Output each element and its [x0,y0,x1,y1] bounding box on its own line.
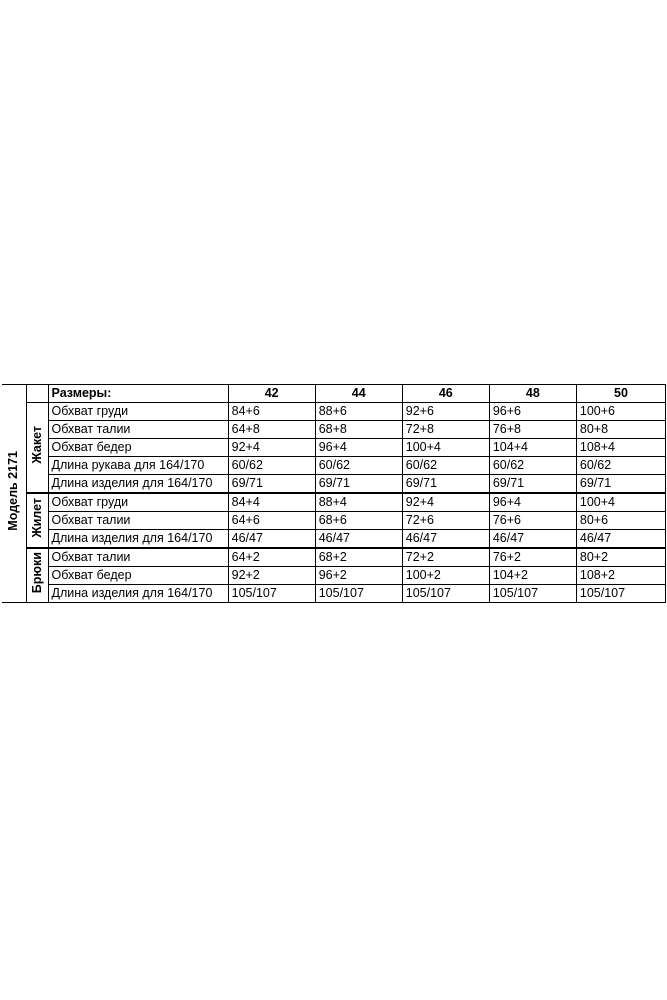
value-cell: 76+2 [489,548,576,567]
table-row [2,567,666,585]
table-row [2,439,666,457]
garment-label: Жилет [29,498,44,538]
row-label: Обхват талии [48,421,228,439]
value-cell: 88+4 [315,493,402,512]
size-header: 44 [315,385,402,403]
model-cell [2,385,26,603]
value-cell: 68+8 [315,421,402,439]
value-cell: 72+8 [402,421,489,439]
garment-label: Жакет [29,426,44,464]
table-row [2,530,666,549]
value-cell: 46/47 [489,530,576,549]
garment-cell-trousers [26,548,48,603]
table-row [2,457,666,475]
value-cell: 64+8 [228,421,315,439]
value-cell: 46/47 [402,530,489,549]
value-cell: 80+8 [576,421,665,439]
value-cell: 100+6 [576,403,665,421]
value-cell: 92+2 [228,567,315,585]
value-cell: 60/62 [402,457,489,475]
garment-label: Брюки [29,552,44,594]
row-label: Обхват груди [48,493,228,512]
value-cell: 105/107 [576,585,665,603]
value-cell: 84+4 [228,493,315,512]
value-cell: 92+4 [402,493,489,512]
value-cell: 104+4 [489,439,576,457]
value-cell: 105/107 [402,585,489,603]
model-label: Модель 2171 [6,451,21,531]
row-label: Обхват бедер [48,567,228,585]
value-cell: 80+6 [576,512,665,530]
value-cell: 100+4 [402,439,489,457]
row-label: Длина рукава для 164/170 [48,457,228,475]
value-cell: 68+6 [315,512,402,530]
value-cell: 72+2 [402,548,489,567]
value-cell: 105/107 [315,585,402,603]
value-cell: 76+8 [489,421,576,439]
value-cell: 96+2 [315,567,402,585]
row-label: Длина изделия для 164/170 [48,475,228,494]
value-cell: 69/71 [489,475,576,494]
value-cell: 108+4 [576,439,665,457]
value-cell: 105/107 [228,585,315,603]
value-cell: 88+6 [315,403,402,421]
size-chart-table [2,384,666,603]
value-cell: 69/71 [228,475,315,494]
size-header: 46 [402,385,489,403]
value-cell: 60/62 [228,457,315,475]
size-header: 42 [228,385,315,403]
header-spacer-cell [26,385,48,403]
table-row [2,548,666,567]
table-row [2,512,666,530]
header-row [2,385,666,403]
value-cell: 60/62 [315,457,402,475]
value-cell: 69/71 [576,475,665,494]
value-cell: 96+4 [489,493,576,512]
table-row [2,403,666,421]
value-cell: 80+2 [576,548,665,567]
value-cell: 72+6 [402,512,489,530]
value-cell: 64+2 [228,548,315,567]
table-row [2,493,666,512]
garment-cell-jacket [26,403,48,494]
table-row [2,421,666,439]
value-cell: 69/71 [402,475,489,494]
value-cell: 60/62 [576,457,665,475]
value-cell: 46/47 [315,530,402,549]
size-header: 50 [576,385,665,403]
value-cell: 105/107 [489,585,576,603]
row-label: Обхват талии [48,548,228,567]
garment-cell-vest [26,493,48,548]
table-row [2,585,666,603]
value-cell: 46/47 [576,530,665,549]
value-cell: 84+6 [228,403,315,421]
row-label: Длина изделия для 164/170 [48,530,228,549]
value-cell: 104+2 [489,567,576,585]
value-cell: 68+2 [315,548,402,567]
value-cell: 60/62 [489,457,576,475]
value-cell: 92+4 [228,439,315,457]
value-cell: 92+6 [402,403,489,421]
row-label: Обхват груди [48,403,228,421]
value-cell: 108+2 [576,567,665,585]
value-cell: 69/71 [315,475,402,494]
table-row [2,475,666,494]
value-cell: 100+2 [402,567,489,585]
row-label: Обхват бедер [48,439,228,457]
value-cell: 96+6 [489,403,576,421]
row-label: Обхват талии [48,512,228,530]
value-cell: 76+6 [489,512,576,530]
sizes-header-label: Размеры: [48,385,228,403]
value-cell: 100+4 [576,493,665,512]
size-header: 48 [489,385,576,403]
row-label: Длина изделия для 164/170 [48,585,228,603]
value-cell: 46/47 [228,530,315,549]
value-cell: 96+4 [315,439,402,457]
value-cell: 64+6 [228,512,315,530]
